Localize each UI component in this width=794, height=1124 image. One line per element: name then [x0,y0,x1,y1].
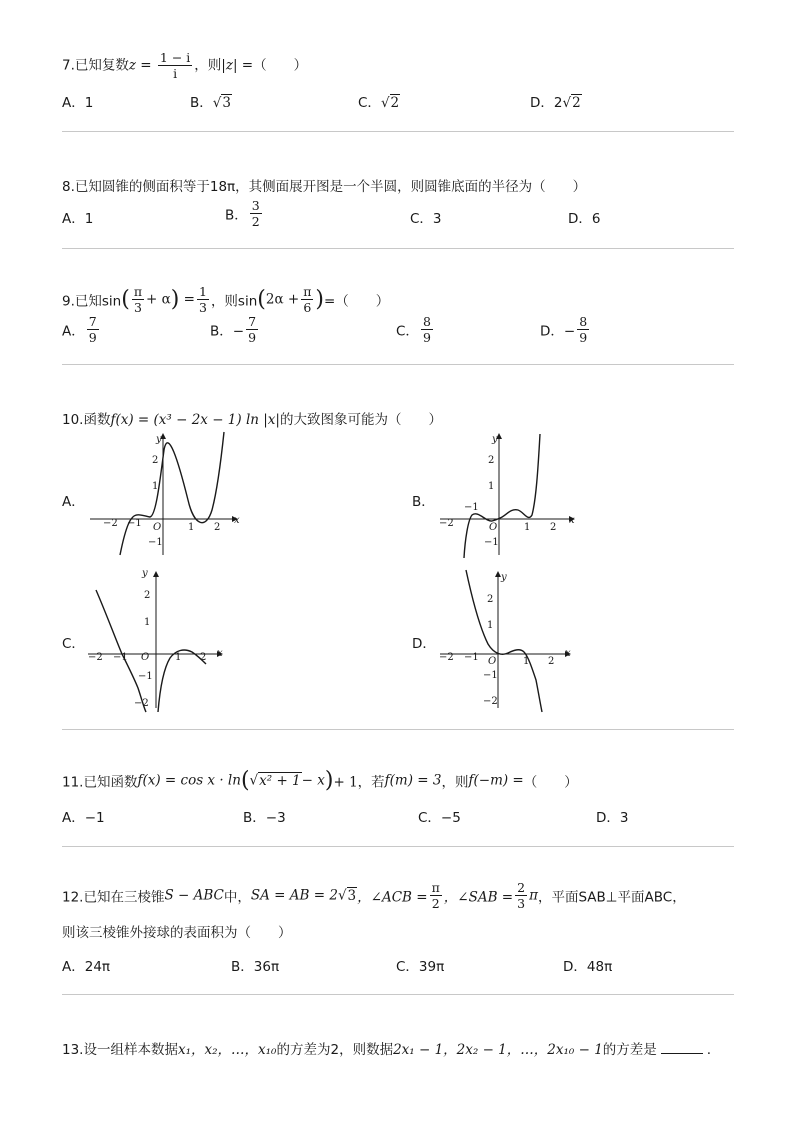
q11-option-b[interactable]: B．−3 [243,810,286,826]
svg-text:2: 2 [487,594,494,605]
svg-text:2: 2 [200,652,207,663]
svg-text:1: 1 [488,481,495,492]
q12-option-c[interactable]: C．39π [396,959,445,975]
svg-text:y: y [492,434,498,445]
q12-option-d[interactable]: D．48π [563,959,613,975]
svg-text:1: 1 [487,620,494,631]
question-13: 13.设一组样本数据x₁，x₂，…，x₁₀的方差为2，则数据2x₁ − 1，2x₂ − 1，…，2x₁₀ − 1的方差是 . [62,1042,712,1058]
svg-text:1: 1 [144,617,151,628]
q9-option-d[interactable]: D．− $\frac{8}{9}$ [540,314,588,345]
svg-text:−2: −2 [88,652,103,663]
svg-text:−1: −1 [148,537,163,548]
q7-abs: |z| = [221,57,254,74]
q8-option-d[interactable]: D．6 [568,211,601,227]
svg-text:x: x [565,648,571,659]
svg-text:y: y [142,568,148,579]
svg-text:2: 2 [548,656,555,667]
q7-z: z = [128,57,152,74]
q9-option-c[interactable]: C． $\frac{8}{9}$ [396,314,431,345]
svg-text:O: O [488,656,497,667]
graph-c [80,568,250,713]
axis-y-label: y [156,434,162,445]
q8-option-c[interactable]: C．3 [410,211,442,227]
axis-x-label: x [234,515,240,526]
svg-text:−1: −1 [464,502,479,513]
q8-option-a[interactable]: A．1 [62,211,94,227]
divider [62,131,734,132]
answer-blank[interactable] [661,1041,703,1054]
q7-option-c[interactable]: C．√2 [358,95,400,111]
q9-option-a[interactable]: A． $\frac{7}{9}$ [62,314,97,345]
q7-prefix: 7.已知复数 [62,57,129,74]
divider [62,846,734,847]
graph-b [432,430,602,560]
svg-text:−2: −2 [439,652,454,663]
svg-text:1: 1 [523,656,530,667]
svg-text:−1: −1 [113,652,128,663]
svg-text:y: y [501,572,507,583]
svg-text:x: x [217,648,223,659]
svg-text:1: 1 [188,522,195,533]
question-11: 11.已知函数f(x) = cos x · ln(√x² + 1− x)+ 1，若f(m) = 3，则f(−m) =（ ） [62,768,578,793]
question-7: 7.已知复数z = $\frac{1 - i}{i}$ ，则|z| =（ ） [62,50,308,81]
q10-expression: f(x) = (x³ − 2x − 1) ln |x| [110,412,280,428]
svg-text:−1: −1 [483,670,498,681]
q10-option-d[interactable]: D． [412,636,436,652]
svg-text:−2: −2 [439,518,454,529]
q12-option-b[interactable]: B．36π [231,959,280,975]
question-10: 10.函数f(x) = (x³ − 2x − 1) ln |x|的大致图象可能为（ ） [62,412,442,428]
q10-option-b[interactable]: B． [412,494,435,510]
svg-text:−2: −2 [134,698,149,709]
svg-text:1: 1 [152,481,159,492]
svg-text:−1: −1 [484,537,499,548]
graph-a [80,430,250,560]
q7-fraction: $\frac{1 - i}{i}$ [159,50,191,81]
svg-text:O: O [141,652,150,663]
svg-text:−1: −1 [127,518,142,529]
svg-text:2: 2 [144,590,151,601]
svg-text:O: O [489,522,498,533]
svg-text:−2: −2 [483,696,498,707]
svg-text:2: 2 [152,455,159,466]
q10-option-c[interactable]: C． [62,636,85,652]
question-12: 12.已知在三棱锥S − ABC中，SA = AB = 2√3，∠ACB = $\frac{\pi}{2}$ ，∠SAB = $\frac{2}{3}$ π，平面SAB⊥平面ABC， [62,880,686,911]
svg-text:−2: −2 [103,518,118,529]
q10-option-a[interactable]: A． [62,494,85,510]
divider [62,729,734,730]
q8-option-b[interactable]: B． $\frac{3}{2}$ [225,198,260,229]
svg-text:−1: −1 [138,671,153,682]
q11-option-d[interactable]: D．3 [596,810,629,826]
question-12-line-2: 则该三棱锥外接球的表面积为（ ） [62,925,292,941]
divider [62,248,734,249]
q12-option-a[interactable]: A．24π [62,959,111,975]
divider [62,364,734,365]
q7-option-b[interactable]: B．√3 [190,95,231,111]
q11-option-c[interactable]: C．−5 [418,810,461,826]
svg-text:1: 1 [524,522,531,533]
svg-text:1: 1 [175,652,182,663]
q11-option-a[interactable]: A．−1 [62,810,105,826]
q7-option-a[interactable]: A．1 [62,95,94,111]
divider [62,994,734,995]
svg-text:O: O [153,522,162,533]
q7-option-d[interactable]: D．2√2 [530,95,581,111]
question-9: 9.已知sin( $\frac{\pi}{3}$ + α) = $\frac{1}{3}$ ，则sin(2α + $\frac{\pi}{6}$ )=（ ） [62,284,390,315]
question-8: 8.已知圆锥的侧面积等于18π，其侧面展开图是一个半圆，则圆锥底面的半径为（ ） [62,179,587,195]
svg-text:2: 2 [550,522,557,533]
svg-text:−1: −1 [464,652,479,663]
svg-text:2: 2 [488,455,495,466]
svg-text:x: x [569,515,575,526]
svg-text:2: 2 [214,522,221,533]
graph-d [432,568,602,713]
q9-option-b[interactable]: B．− $\frac{7}{9}$ [210,314,257,345]
